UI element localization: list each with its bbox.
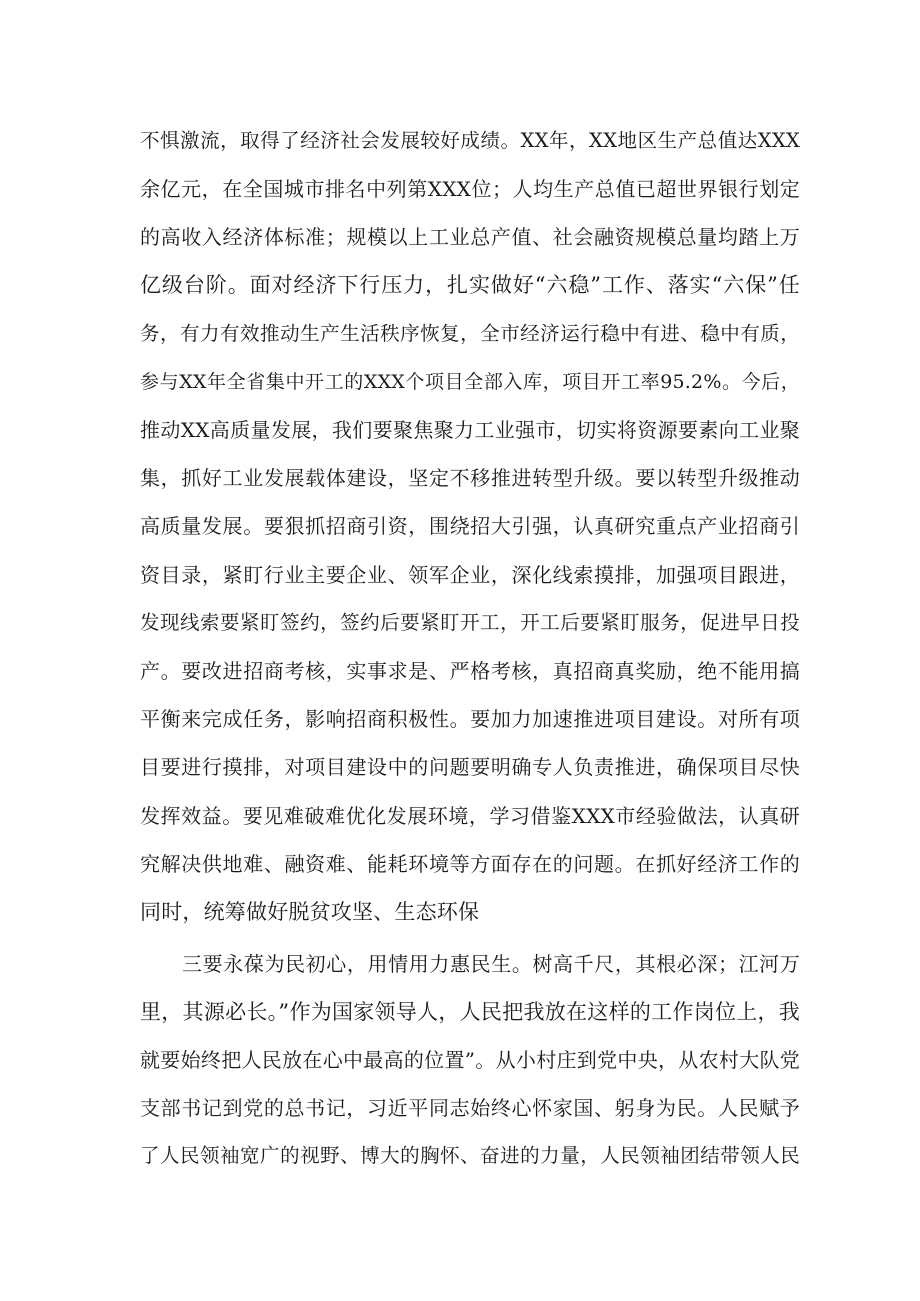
paragraph-2-line: 三要永葆为民初心，用情用力惠民生。树高千尺，其根必深；江河万 bbox=[182, 952, 800, 976]
paragraph-1-line: 集，抓好工业发展载体建设，坚定不移推进转型升级。要以转型升级推动 bbox=[140, 466, 800, 490]
paragraph-1-line: 究解决供地难、融资难、能耗环境等方面存在的问题。在抓好经济工作的 bbox=[140, 852, 800, 876]
paragraph-2-line: 了人民领袖宽广的视野、博大的胸怀、奋进的力量，人民领袖团结带领人民 bbox=[140, 1144, 800, 1167]
paragraph-1-line: 务，有力有效推动生产生活秩序恢复，全市经济运行稳中有进、稳中有质， bbox=[140, 322, 800, 345]
paragraph-2-line: 就要始终把人民放在心中最高的位置”。从小村庄到党中央，从农村大队党 bbox=[140, 1048, 800, 1072]
paragraph-1-line: 参与XX年全省集中开工的XXX个项目全部入库，项目开工率95.2%。今后， bbox=[140, 371, 800, 393]
paragraph-1-line: 目要进行摸排，对项目建设中的问题要明确专人负责推进，确保项目尽快 bbox=[140, 755, 800, 779]
paragraph-1-line: 的高收入经济体标准；规模以上工业总产值、社会融资规模总量均踏上万 bbox=[140, 225, 800, 249]
paragraph-1-line: 高质量发展。要狠抓招商引资，围绕招大引强，认真研究重点产业招商引 bbox=[140, 514, 800, 538]
paragraph-2-line: 里，其源必长。”作为国家领导人，人民把我放在这样的工作岗位上，我 bbox=[140, 1000, 800, 1024]
paragraph-2-line: 支部书记到党的总书记，习近平同志始终心怀家国、躬身为民。人民赋予 bbox=[140, 1096, 800, 1120]
paragraph-1-line: 发挥效益。要见难破难优化发展环境，学习借鉴XXX市经验做法，认真研 bbox=[140, 804, 800, 828]
paragraph-1-line: 产。要改进招商考核，实事求是、严格考核，真招商真奖励，绝不能用搞 bbox=[140, 659, 800, 683]
paragraph-1-line: 资目录，紧盯行业主要企业、领军企业，深化线索摸排，加强项目跟进， bbox=[140, 563, 800, 587]
paragraph-1-line: 平衡来完成任务，影响招商积极性。要加力加速推进项目建设。对所有项 bbox=[140, 707, 800, 731]
paragraph-1-line: 同时，统筹做好脱贫攻坚、生态环保 bbox=[140, 900, 480, 924]
paragraph-1-line: 推动XX高质量发展，我们要聚焦聚力工业强市，切实将资源要素向工业聚 bbox=[140, 418, 800, 442]
paragraph-1-line: 不惧激流，取得了经济社会发展较好成绩。XX年，XX地区生产总值达XXX bbox=[140, 129, 800, 152]
paragraph-1-line: 发现线索要紧盯签约，签约后要紧盯开工，开工后要紧盯服务，促进早日投 bbox=[140, 611, 800, 634]
paragraph-1-line: 余亿元，在全国城市排名中列第XXX位；人均生产总值已超世界银行划定 bbox=[140, 177, 800, 201]
paragraph-1-line: 亿级台阶。面对经济下行压力，扎实做好“六稳”工作、落实“六保”任 bbox=[140, 273, 800, 297]
